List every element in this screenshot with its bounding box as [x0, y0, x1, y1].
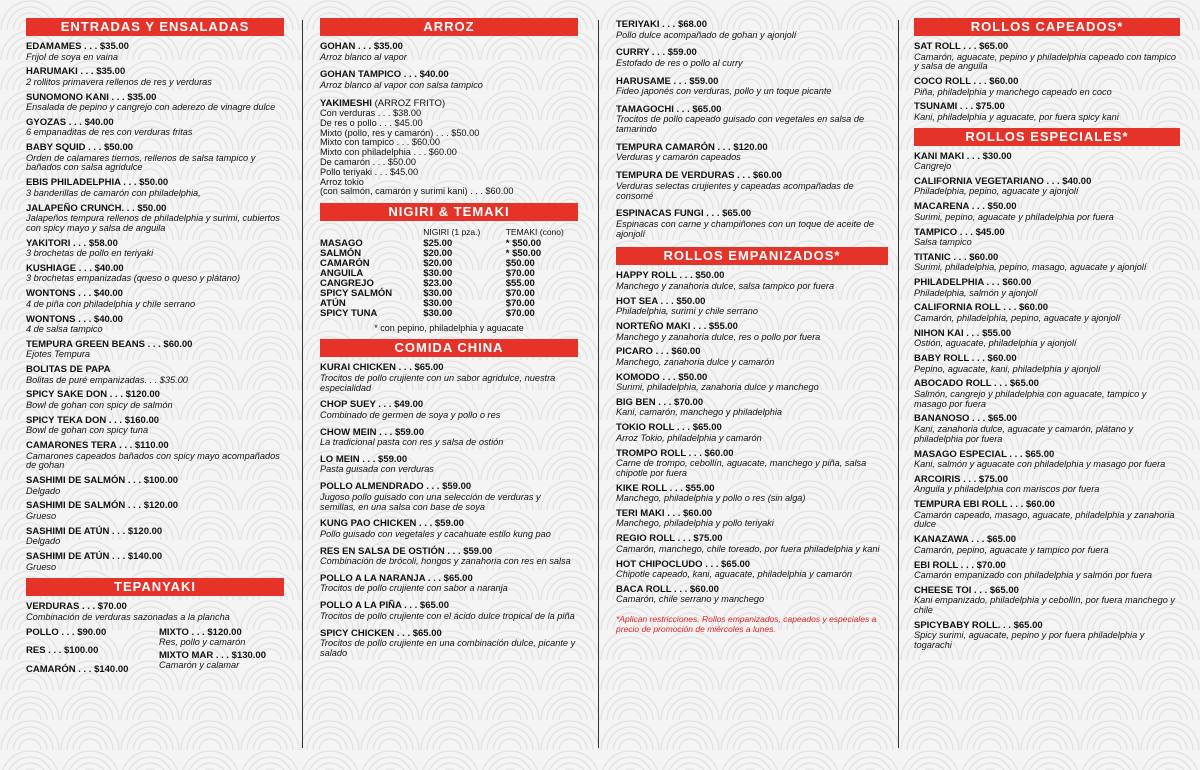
item-desc: Estofado de res o pollo al curry	[616, 57, 743, 68]
nigiri-cell-temaki: $70.00	[505, 308, 535, 320]
item-desc: Pollo guisado con vegetales y cacahuate estilo kung pao	[320, 528, 551, 539]
item-name: RES EN SALSA DE OSTIÓN . . . $59.00	[320, 545, 493, 557]
item-desc: Anguila y philadelphia con mariscos por fuera	[914, 484, 1100, 495]
section-title-china: COMIDA CHINA	[320, 339, 578, 357]
menu-item	[616, 105, 888, 135]
menu-item	[320, 574, 578, 594]
menu-item	[914, 354, 1180, 374]
item-name: BABY SQUID . . . $50.00	[26, 142, 134, 154]
menu-item	[26, 441, 284, 471]
yakimeshi-option: De res o pollo . . . $45.00	[320, 117, 423, 128]
item-name: MACARENA . . . $50.00	[914, 201, 1017, 213]
item-name: YAKIMESHI	[320, 97, 372, 109]
menu-item	[914, 202, 1180, 222]
item-desc: Verduras y camarón capeados	[616, 152, 741, 163]
menu-item	[26, 42, 284, 62]
menu-item	[26, 602, 284, 622]
item-name: KOMODO . . . $50.00	[616, 371, 708, 383]
yakimeshi-option: Arroz tokio	[320, 176, 364, 187]
section-title-capeados: ROLLOS CAPEADOS*	[914, 18, 1180, 36]
item-desc: Surimi, philadelphia, pepino, masago, aguacate y ajonjolí	[914, 262, 1147, 273]
nigiri-cell-nigiri: $25.00	[423, 238, 453, 250]
nigiri-note: * con pepino, philadelphia y aguacate	[374, 323, 524, 334]
menu-item	[914, 379, 1180, 409]
yakimeshi-option: De camarón . . . $50.00	[320, 157, 417, 168]
menu-item	[914, 586, 1180, 616]
section-title-especiales: ROLLOS ESPECIALES*	[914, 128, 1180, 146]
menu-item	[26, 476, 284, 496]
menu-item	[914, 152, 1180, 172]
item-desc: Kani, zanahoria dulce, aguacate y camarón, plátano y philadelphia por fuera	[914, 423, 1134, 444]
item-desc: Frijol de soya en vaina	[26, 51, 118, 62]
menu-item	[616, 48, 888, 68]
menu-item	[320, 363, 578, 393]
column-header-temaki: TEMAKI (cono)	[505, 227, 564, 238]
item-name: BABY ROLL . . . $60.00	[914, 353, 1017, 365]
item-name: REGIO ROLL . . . $75.00	[616, 533, 723, 545]
menu-item	[616, 560, 888, 580]
item-desc: Manchego, philadelphia y pollo teriyaki	[616, 518, 774, 529]
item-desc: Fideo japonés con verduras, pollo y un toque picante	[616, 86, 832, 97]
menu-item	[914, 450, 1180, 470]
menu-item	[616, 77, 888, 97]
item-desc: 6 empanaditas de res con verduras fritas	[26, 127, 193, 138]
item-name: KUSHIAGE . . . $40.00	[26, 262, 124, 274]
menu-item	[320, 482, 578, 512]
menu-item	[616, 347, 888, 367]
menu-item-yakimeshi	[320, 99, 578, 198]
item-desc: Manchego y zanahoria dulce, res o pollo por fuera	[616, 331, 821, 342]
menu-item	[616, 209, 888, 239]
item-subtitle: (ARROZ FRITO)	[374, 97, 446, 109]
column-header-nigiri: NIGIRI (1 pza.)	[423, 227, 481, 238]
item-desc: Jugoso pollo guisado con una selección de verduras y semillas, en una salsa con base de soya	[320, 491, 541, 512]
item-name: CALIFORNIA ROLL . . . $60.00	[914, 302, 1049, 314]
item-name: HOT SEA . . . $50.00	[616, 295, 706, 307]
menu-item	[914, 228, 1180, 248]
entradas-list	[26, 42, 284, 572]
nigiri-cell-nigiri: $23.00	[423, 278, 453, 290]
item-desc: Trocitos de pollo crujiente con el ácido dulce tropical de la piña	[320, 610, 575, 621]
item-desc: Arroz blanco al vapor	[320, 51, 407, 62]
item-name: KANAZAWA . . . $65.00	[914, 534, 1017, 546]
item-desc: Grueso	[26, 510, 57, 521]
item-desc: Ensalada de pepino y cangrejo con aderezo de vinagre dulce	[26, 102, 276, 113]
item-name: GOHAN TAMPICO . . . $40.00	[320, 69, 449, 81]
item-desc: Pollo dulce acompañado de gohan y ajonjolí	[616, 29, 797, 40]
yakimeshi-option: Mixto con philadelphia . . . $60.00	[320, 147, 457, 158]
menu-item	[320, 601, 578, 621]
menu-item	[26, 340, 284, 360]
capeados-list	[914, 42, 1180, 123]
nigiri-cell-name: SPICY TUNA	[320, 308, 378, 320]
nigiri-cell-nigiri: $20.00	[423, 258, 453, 270]
tepanyaki-grid	[26, 628, 284, 676]
item-name: CAMARONES TERA . . . $110.00	[26, 440, 169, 452]
item-name: TAMAGOCHI . . . $65.00	[616, 103, 722, 115]
menu-item	[914, 414, 1180, 444]
menu-item	[914, 535, 1180, 555]
item-name: ESPINACAS FUNGI . . . $65.00	[616, 208, 752, 220]
item-name: EDAMAMES . . . $35.00	[26, 41, 129, 52]
china-list	[320, 363, 578, 658]
nigiri-cell-temaki: * $50.00	[505, 248, 542, 260]
arroz-list	[320, 42, 578, 91]
menu-item	[26, 365, 284, 385]
item-desc: Surimi, philadelphia, zanahoria dulce y manchego	[616, 382, 819, 393]
item-desc: Kani, philadelphia y aguacate, por fuera spicy kani	[914, 111, 1119, 122]
item-desc: Orden de calamares tiernos, rellenos de salsa tampico y bañados con salsa agridulce	[26, 152, 256, 173]
item-desc: Camarones capeados bañados con spicy mayo acompañados de gohan	[26, 450, 280, 471]
section-title-tepanyaki: TEPANYAKI	[26, 578, 284, 596]
item-name: TEMPURA EBI ROLL . . . $60.00	[914, 499, 1055, 511]
yakimeshi-option: (con salmón, camarón y surimi kani) . . . $60.00	[320, 186, 514, 197]
item-name: SASHIMI DE ATÚN . . . $140.00	[26, 551, 163, 563]
menu-item	[26, 67, 284, 87]
item-name: JALAPEÑO CRUNCH. . . $50.00	[26, 202, 167, 214]
menu-item	[616, 423, 888, 443]
menu-item	[616, 484, 888, 504]
menu-item	[616, 20, 888, 40]
menu-item	[320, 547, 578, 567]
menu-item	[26, 93, 284, 113]
item-name: YAKITORI . . . $58.00	[26, 237, 118, 249]
item-desc: Delgado	[26, 536, 61, 547]
nigiri-cell-temaki: $70.00	[505, 288, 535, 300]
menu-item	[320, 455, 578, 475]
item-name: MIXTO . . . $120.00	[159, 626, 242, 638]
item-name: EBIS PHILADELPHIA . . . $50.00	[26, 177, 169, 189]
item-name: TERI MAKI . . . $60.00	[616, 507, 713, 519]
item-desc: 4 de piña con philadelphia y chile serrano	[26, 298, 196, 309]
menu-item	[320, 42, 578, 62]
item-name: TERIYAKI . . . $68.00	[616, 19, 707, 30]
item-name: RES . . . $100.00	[26, 645, 99, 657]
item-desc: 2 rollitos primavera rellenos de res y verduras	[26, 76, 212, 87]
menu-item	[616, 322, 888, 342]
item-name: TITANIC . . . $60.00	[914, 251, 999, 263]
nigiri-cell-name: ANGUILA	[320, 268, 364, 280]
item-desc: Salsa tampico	[914, 237, 972, 248]
item-desc: Pasta guisada con verduras	[320, 464, 434, 475]
item-desc: La tradicional pasta con res y salsa de ostión	[320, 437, 504, 448]
nigiri-cell-temaki: $50.00	[505, 258, 535, 270]
menu-item	[26, 527, 284, 547]
item-name: SASHIMI DE SALMÓN . . . $120.00	[26, 500, 179, 512]
item-desc: Piña, philadelphia y manchego capeado en coco	[914, 86, 1112, 97]
menu-item	[320, 629, 578, 659]
nigiri-cell-name: CANGREJO	[320, 278, 374, 290]
item-desc: Verduras selectas crujientes y capeadas acompañadas de consomé	[616, 180, 854, 201]
item-name: NIHON KAI . . . $55.00	[914, 327, 1012, 339]
menu-item	[26, 390, 284, 410]
menu-item	[26, 289, 284, 309]
item-desc: Combinación de brócoli, hongos y zanahoria con res en salsa	[320, 556, 571, 567]
item-desc: Kani, camarón, manchego y philadelphia	[616, 407, 782, 418]
item-name: WONTONS . . . $40.00	[26, 288, 123, 300]
item-name: KUNG PAO CHICKEN . . . $59.00	[320, 518, 464, 530]
item-desc: Cangrejo	[914, 161, 952, 172]
item-name: SASHIMI DE ATÚN . . . $120.00	[26, 525, 163, 537]
item-desc: Jalapeños tempura rellenos de philadelphia y surimi, cubiertos con spicy mayo y salsa de anguila	[26, 213, 280, 233]
menu-item	[616, 271, 888, 291]
item-desc: Trocitos de pollo crujiente con sabor a naranja	[320, 583, 508, 594]
item-desc: 4 de salsa tampico	[26, 324, 103, 335]
menu-item	[26, 143, 284, 173]
item-name: HARUMAKI . . . $35.00	[26, 66, 126, 78]
item-name: COCO ROLL . . . $60.00	[914, 76, 1019, 88]
item-desc: Arroz Tokio, philadelphia y camarón	[616, 432, 762, 443]
item-name: POLLO A LA PIÑA . . . $65.00	[320, 600, 449, 612]
item-desc: Pepino, aguacate, kani, philadelphia y ajonjolí	[914, 363, 1101, 374]
nigiri-cell-nigiri: $30.00	[423, 308, 453, 320]
item-desc: Camarón empanizado con philadelphia y salmón por fuera	[914, 570, 1152, 581]
item-name: ARCOIRIS . . . $75.00	[914, 473, 1008, 485]
nigiri-cell-name: CAMARÓN	[320, 258, 370, 270]
item-name: PHILADELPHIA . . . $60.00	[914, 277, 1032, 289]
yakimeshi-option: Pollo teriyaki . . . $45.00	[320, 166, 419, 177]
nigiri-cell-nigiri: $30.00	[423, 298, 453, 310]
nigiri-table	[320, 227, 578, 319]
menu-item	[26, 178, 284, 198]
nigiri-cell-name: SPICY SALMÓN	[320, 288, 393, 300]
item-desc: Trocitos de pollo crujiente con un sabor agridulce, nuestra especialidad	[320, 372, 556, 393]
menu-item	[616, 373, 888, 393]
menu-item	[320, 428, 578, 448]
menu-item	[320, 519, 578, 539]
menu-item	[914, 475, 1180, 495]
item-desc: Spicy surimi, aguacate, pepino y por fuera philadelphia y togarachi	[914, 630, 1145, 651]
item-name: MASAGO ESPECIAL . . . $65.00	[914, 448, 1055, 460]
item-name: SAT ROLL . . . $65.00	[914, 41, 1009, 52]
menu-item	[26, 416, 284, 436]
item-desc: Combinación de verduras sazonadas a la plancha	[26, 611, 230, 622]
item-desc: Ejotes Tempura	[26, 349, 91, 360]
item-desc: Manchego y zanahoria dulce, salsa tampico por fuera	[616, 280, 835, 291]
nigiri-cell-temaki: $70.00	[505, 268, 535, 280]
item-desc: Kani empanizado, philadelphia y cebollín, por fuera manchego y chile	[914, 595, 1175, 616]
menu-item	[914, 561, 1180, 581]
item-name: PICARO . . . $60.00	[616, 346, 701, 358]
nigiri-cell-name: MASAGO	[320, 238, 363, 250]
item-desc: 3 brochetas empanizadas (queso o queso y plátano)	[26, 273, 241, 284]
item-desc: Trocitos de pollo capeado guisado con vegetales en salsa de tamarindo	[616, 114, 865, 135]
nigiri-cell-name: SALMÓN	[320, 248, 362, 260]
item-name: TSUNAMI . . . $75.00	[914, 101, 1005, 113]
menu-item	[616, 449, 888, 479]
item-desc: Bowl de gohan con spicy de salmón	[26, 399, 173, 410]
item-name: CHOW MEIN . . . $59.00	[320, 426, 424, 438]
column-2	[320, 18, 578, 666]
item-desc: Philadelphia, surimi y chile serrano	[616, 306, 758, 317]
item-desc: Surimi, pepino, aguacate y philadelphia por fuera	[914, 211, 1114, 222]
item-desc: Manchego, zanahoria dulce y camarón	[616, 356, 775, 367]
item-name: KANI MAKI . . . $30.00	[914, 150, 1012, 162]
item-desc: Delgado	[26, 485, 61, 496]
item-name: TROMPO ROLL . . . $60.00	[616, 447, 734, 459]
empanizados-list	[616, 271, 888, 605]
item-name: SPICY SAKE DON . . . $120.00	[26, 389, 160, 401]
item-name: BOLITAS DE PAPA	[26, 364, 111, 376]
item-name: CAMARÓN . . . $140.00	[26, 663, 129, 675]
item-name: EBI ROLL . . . $70.00	[914, 559, 1006, 571]
nigiri-cell-temaki: * $50.00	[505, 238, 542, 250]
menu-item	[616, 171, 888, 201]
platillos-list	[616, 20, 888, 239]
item-desc: Camarón, manchego, chile toreado, por fuera philadelphia y kani	[616, 543, 880, 554]
item-desc: Camarón, philadelphia, pepino, aguacate y ajonjolí	[914, 312, 1121, 323]
item-name: WONTONS . . . $40.00	[26, 313, 123, 325]
item-desc: Bolitas de puré empanizadas. . . $35.00	[26, 374, 188, 385]
item-desc: Carne de trompo, cebollín, aguacate, manchego y piña, salsa chipotle por fuera	[616, 458, 867, 478]
item-desc: Kani, salmón y aguacate con philadelphia y masago por fuera	[914, 459, 1166, 470]
menu-item	[914, 42, 1180, 72]
nigiri-cell-name: ATÚN	[320, 298, 346, 310]
item-name: HARUSAME . . . $59.00	[616, 75, 719, 87]
item-desc: Salmón, cangrejo y philadelphia con aguacate, tampico y masago por fuera	[914, 388, 1147, 409]
item-name: POLLO . . . $90.00	[26, 626, 107, 638]
menu-item	[616, 509, 888, 529]
item-name: GOHAN . . . $35.00	[320, 41, 403, 52]
nigiri-cell-nigiri: $30.00	[423, 288, 453, 300]
item-name: TEMPURA DE VERDURAS . . . $60.00	[616, 170, 782, 182]
menu-item	[914, 77, 1180, 97]
item-name: CURRY . . . $59.00	[616, 47, 697, 59]
item-desc: Res, pollo y camarón	[159, 637, 246, 648]
menu-item	[914, 253, 1180, 273]
menu-item	[914, 303, 1180, 323]
section-title-arroz: ARROZ	[320, 18, 578, 36]
menu-item	[616, 585, 888, 605]
item-name: POLLO A LA NARANJA . . . $65.00	[320, 572, 473, 584]
item-desc: Chipotle capeado, kani, aguacate, philadelphia y camarón	[616, 569, 852, 580]
item-name: TEMPURA GREEN BEANS . . . $60.00	[26, 338, 193, 350]
item-desc: Camarón, chile serrano y manchego	[616, 594, 765, 605]
menu-item	[914, 329, 1180, 349]
menu-item	[914, 102, 1180, 122]
column-3	[616, 20, 888, 634]
yakimeshi-option: Con verduras . . . $38.00	[320, 108, 422, 119]
item-name: HAPPY ROLL . . . $50.00	[616, 270, 725, 282]
nigiri-cell-temaki: $70.00	[505, 298, 535, 310]
item-name: BACA ROLL . . . $60.00	[616, 583, 719, 595]
item-name: KIKE ROLL . . . $55.00	[616, 482, 715, 494]
item-desc: Philadelphia, pepino, aguacate y ajonjolí	[914, 186, 1079, 197]
menu-item	[914, 621, 1180, 651]
menu-item	[616, 398, 888, 418]
item-desc: Arroz blanco al vapor con salsa tampico	[320, 79, 483, 90]
item-name: BANANOSO . . . $65.00	[914, 413, 1017, 425]
section-title-nigiri: NIGIRI & TEMAKI	[320, 203, 578, 221]
yakimeshi-option: Mixto con tampico . . . $60.00	[320, 137, 441, 148]
item-desc: 3 brochetas de pollo en teriyaki	[26, 248, 154, 259]
menu-item	[320, 400, 578, 420]
especiales-list	[914, 152, 1180, 651]
item-name: SPICY TEKA DON . . . $160.00	[26, 414, 160, 426]
item-desc: Camarón y calamar	[159, 660, 240, 671]
menu-item	[26, 264, 284, 284]
item-desc: Grueso	[26, 561, 57, 572]
item-name: TAMPICO . . . $45.00	[914, 226, 1005, 238]
menu-item	[26, 315, 284, 335]
item-name: VERDURAS . . . $70.00	[26, 601, 127, 613]
item-name: TEMPURA CAMARÓN . . . $120.00	[616, 141, 768, 153]
item-name: MIXTO MAR . . . $130.00	[159, 649, 267, 661]
section-title-empanizados: ROLLOS EMPANIZADOS*	[616, 247, 888, 265]
menu-item	[914, 278, 1180, 298]
nigiri-cell-nigiri: $20.00	[423, 248, 453, 260]
item-name: BIG BEN . . . $70.00	[616, 396, 704, 408]
item-name: SUNOMONO KANI . . . $35.00	[26, 91, 157, 103]
item-name: NORTEÑO MAKI . . . $55.00	[616, 321, 738, 333]
item-desc: 3 banderillas de camarón con philadelphia,	[26, 187, 201, 198]
item-desc: Bowl de gohan con spicy tuna	[26, 425, 149, 436]
item-name: SASHIMI DE SALMÓN . . . $100.00	[26, 475, 179, 487]
item-name: ABOCADO ROLL . . . $65.00	[914, 378, 1039, 390]
section-title-entradas: ENTRADAS Y ENSALADAS	[26, 18, 284, 36]
menu-item	[26, 501, 284, 521]
menu-item	[616, 534, 888, 554]
menu-item	[320, 70, 578, 90]
item-desc: Camarón, aguacate, pepino y philadelphia capeado con tampico y salsa de anguila	[914, 51, 1177, 72]
menu-item	[26, 552, 284, 572]
item-name: KURAI CHICKEN . . . $65.00	[320, 362, 444, 374]
menu-item	[914, 500, 1180, 530]
yakimeshi-lines	[320, 109, 578, 197]
menu-item	[26, 118, 284, 138]
item-name: CHOP SUEY . . . $49.00	[320, 399, 424, 411]
menu-item	[616, 143, 888, 163]
menu-item	[26, 239, 284, 259]
menu-item	[26, 204, 284, 234]
item-name: SPICYBABY ROLL. . . $65.00	[914, 619, 1043, 631]
item-name: CALIFORNIA VEGETARIANO . . . $40.00	[914, 175, 1092, 187]
menu-item	[616, 297, 888, 317]
item-name: LO MEIN . . . $59.00	[320, 453, 408, 465]
item-name: HOT CHIPOCLUDO . . . $65.00	[616, 558, 751, 570]
menu-item	[914, 177, 1180, 197]
item-name: SPICY CHICKEN . . . $65.00	[320, 627, 442, 639]
item-desc: Espinacas con carne y champiñones con un toque de aceite de ajonjolí	[616, 218, 874, 239]
nigiri-cell-temaki: $55.00	[505, 278, 535, 290]
item-desc: Manchego, philadelphia y pollo o res (sin alga)	[616, 493, 806, 504]
item-desc: Trocitos de pollo crujiente en una combinación dulce, picante y salado	[320, 638, 576, 658]
item-desc: Combinado de germen de soya y pollo o res	[320, 409, 501, 420]
table-row	[320, 309, 578, 319]
yakimeshi-option: Mixto (pollo, res y camarón) . . . $50.00	[320, 127, 480, 138]
column-4	[914, 18, 1180, 656]
footnote: *Aplican restricciones. Rollos empanizados, capeados y especiales a precio de promoción de miércoles a lunes.	[616, 614, 877, 634]
item-desc: Philadelphia, salmón y ajonjolí	[914, 287, 1038, 298]
item-name: CHEESE TOI . . . $65.00	[914, 584, 1019, 596]
item-name: TOKIO ROLL . . . $65.00	[616, 422, 722, 434]
item-desc: Camarón capeado, masago, aguacate, philadelphia y zanahoria dulce	[914, 509, 1175, 530]
nigiri-cell-nigiri: $30.00	[423, 268, 453, 280]
item-desc: Ostión, aguacate, philadelphia y ajonjolí	[914, 338, 1077, 349]
item-name: POLLO ALMENDRADO . . . $59.00	[320, 481, 472, 493]
item-desc: Camarón, pepino, aguacate y tampico por fuera	[914, 544, 1109, 555]
column-1	[26, 18, 284, 675]
item-name: GYOZAS . . . $40.00	[26, 116, 114, 128]
